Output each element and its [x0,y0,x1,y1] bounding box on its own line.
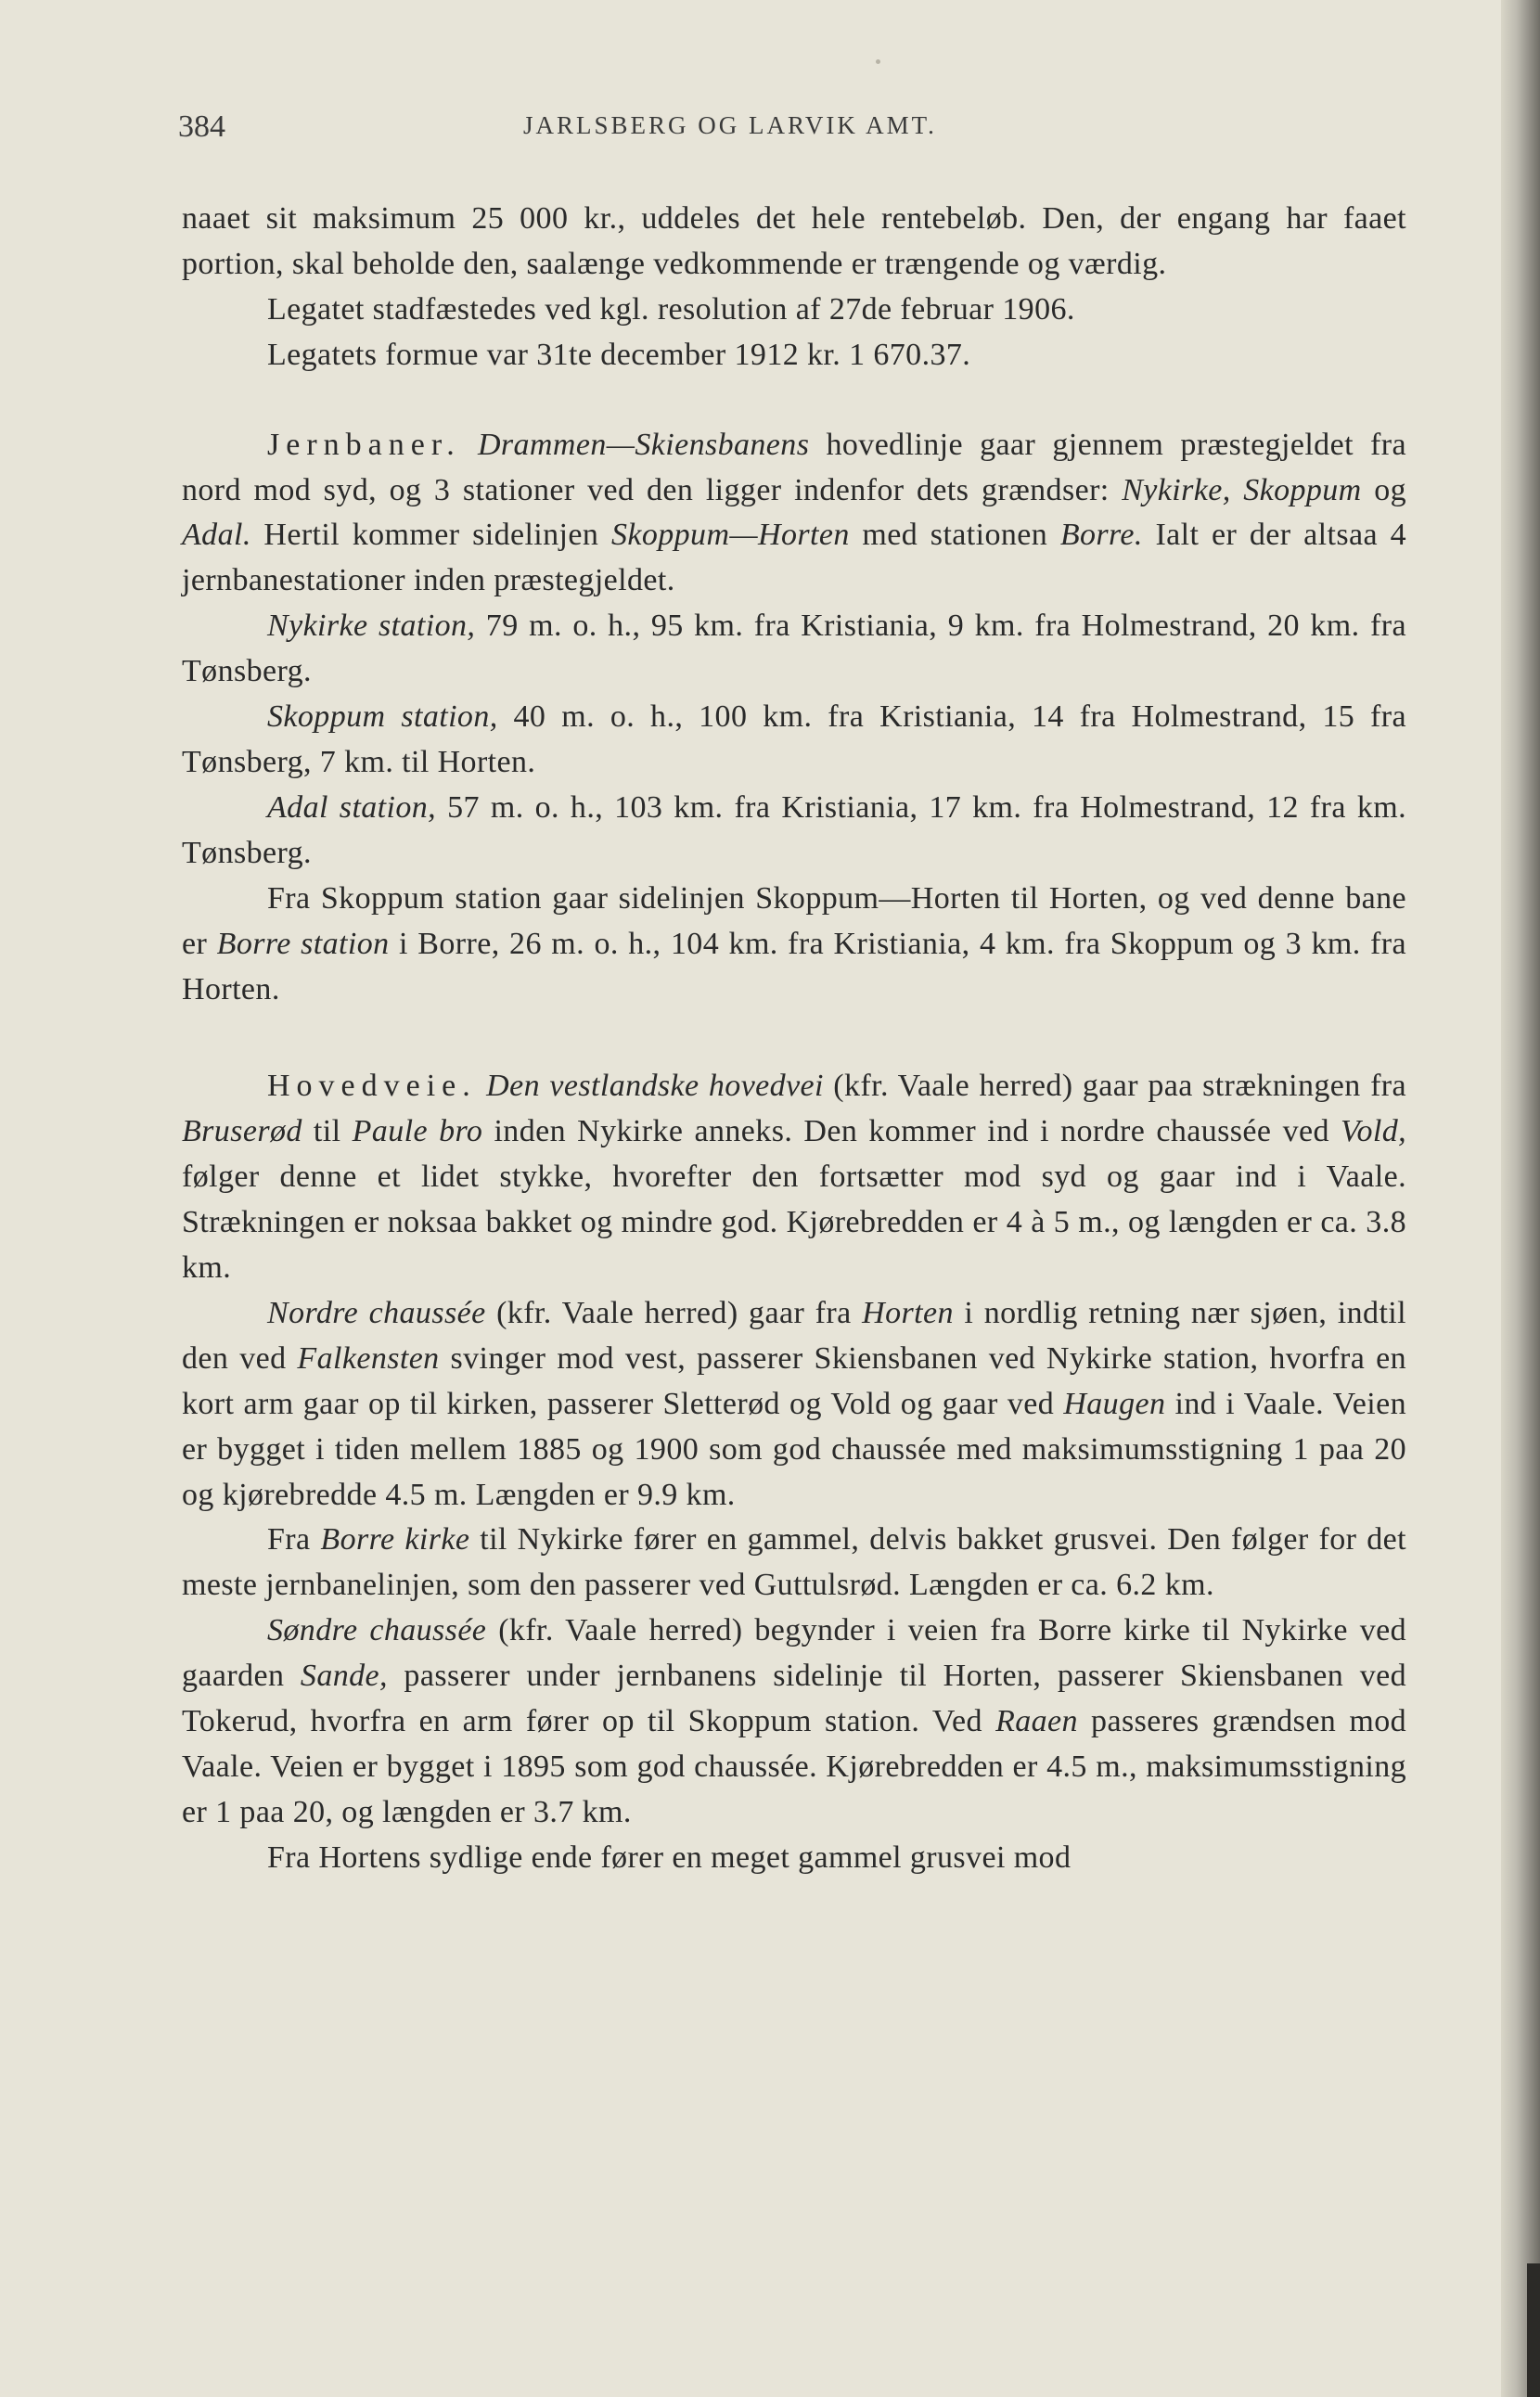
paragraph-sondre-chaussee: Søndre chaussée (kfr. Vaale herred) begynder i veien fra Borre kirke til Nykirke ved gaarden Sande, passerer under jernbanens sidelinje til Horten, passerer Skiensbanen ved Tokerud, hvorfra en arm fører op til Skoppum station. Ved Raaen passeres grændsen mod Vaale. Veien er bygget i 1895 som god chaussée. Kjørebredden er 4.5 m., maksimumsstigning er 1 paa 20, og længden er 3.7 km. [182,1613,1407,1829]
paragraph-borre-station: Fra Skoppum station gaar sidelinjen Skoppum—Horten til Horten, og ved denne bane er Borre station i Borre, 26 m. o. h., 104 km. fra Kristiania, 4 km. fra Skoppum og 3 km. fra Horten. [182,880,1406,1006]
paragraph-nykirke-station: Nykirke station, 79 m. o. h., 95 km. fra Kristiania, 9 km. fra Holmestrand, 20 km. fra Tønsberg. [182,609,1406,689]
section-heading-jernbaner: Jernbaner. [267,427,461,462]
body-text [182,197,1406,1881]
paragraph-jernbaner: Jernbaner. Drammen—Skiensbanens hovedlinje gaar gjennem præstegjeldet fra nord mod syd, og 3 stationer ved den ligger indenfor dets grændser: Nykirke, Skoppum og Adal. Hertil kommer sidelinjen Skoppum—Horten med stationen Borre. Ialt er der altsaa 4 jernbanestationer inden præstegjeldet. [182,427,1406,598]
page-number: 384 [178,109,225,144]
paragraph-legat-resolution: Legatet stadfæstedes ved kgl. resolution af 27de februar 1906. [267,291,1075,327]
paragraph-nordre-chaussee: Nordre chaussée (kfr. Vaale herred) gaar fra Horten i nordlig retning nær sjøen, indtil den ved Falkensten svinger mod vest, passerer Skiensbanen ved Nykirke station, hvorfra en kort arm gaar op til kirken, passerer Sletterød og Vold og gaar ved Haugen ind i Vaale. Veien er bygget i tiden mellem 1885 og 1900 som god chaussée med maksimumsstigning 1 paa 20 og kjørebredde 4.5 m. Længden er 9.9 km. [182,1295,1406,1512]
paragraph-hortens-grusvei: Fra Hortens sydlige ende fører en meget gammel grusvei mod [267,1839,1072,1875]
paragraph-legat-formue: Legatets formue var 31te december 1912 kr. 1 670.37. [267,337,971,372]
page-header [178,109,1403,156]
paragraph-legat-continued: naaet sit maksimum 25 000 kr., uddeles det hele rentebeløb. Den, der engang har faaet portion, skal beholde den, saalænge vedkommende er trængende og værdig. [182,201,1406,281]
paragraph-borre-kirke: Fra Borre kirke til Nykirke fører en gammel, delvis bakket grusvei. Den følger for det meste jernbanelinjen, som den passerer ved Guttulsrød. Længden er ca. 6.2 km. [182,1522,1406,1603]
page-edge-dark-corner [1527,2263,1540,2397]
print-speck [876,59,880,64]
section-heading-hovedveie: Hovedveie. [267,1069,477,1104]
page-edge-shadow [1501,0,1540,2397]
paragraph-hovedveie: Hovedveie. Den vestlandske hovedvei (kfr. Vaale herred) gaar paa strækningen fra Bruserød til Paule bro inden Nykirke anneks. Den kommer ind i nordre chaussée ved Vold, følger denne et lidet stykke, hvorefter den fortsætter mod syd og gaar ind i Vaale. Strækningen er noksaa bakket og mindre god. Kjørebredden er 4 à 5 m., og længden er ca. 3.8 km. [182,1069,1407,1286]
running-title: JARLSBERG OG LARVIK AMT. [523,111,937,139]
paragraph-skoppum-station: Skoppum station, 40 m. o. h., 100 km. fra Kristiania, 14 fra Holmestrand, 15 fra Tønsberg, 7 km. til Horten. [182,699,1406,779]
paragraph-adal-station: Adal station, 57 m. o. h., 103 km. fra Kristiania, 17 km. fra Holmestrand, 12 fra km. Tønsberg. [182,789,1406,870]
